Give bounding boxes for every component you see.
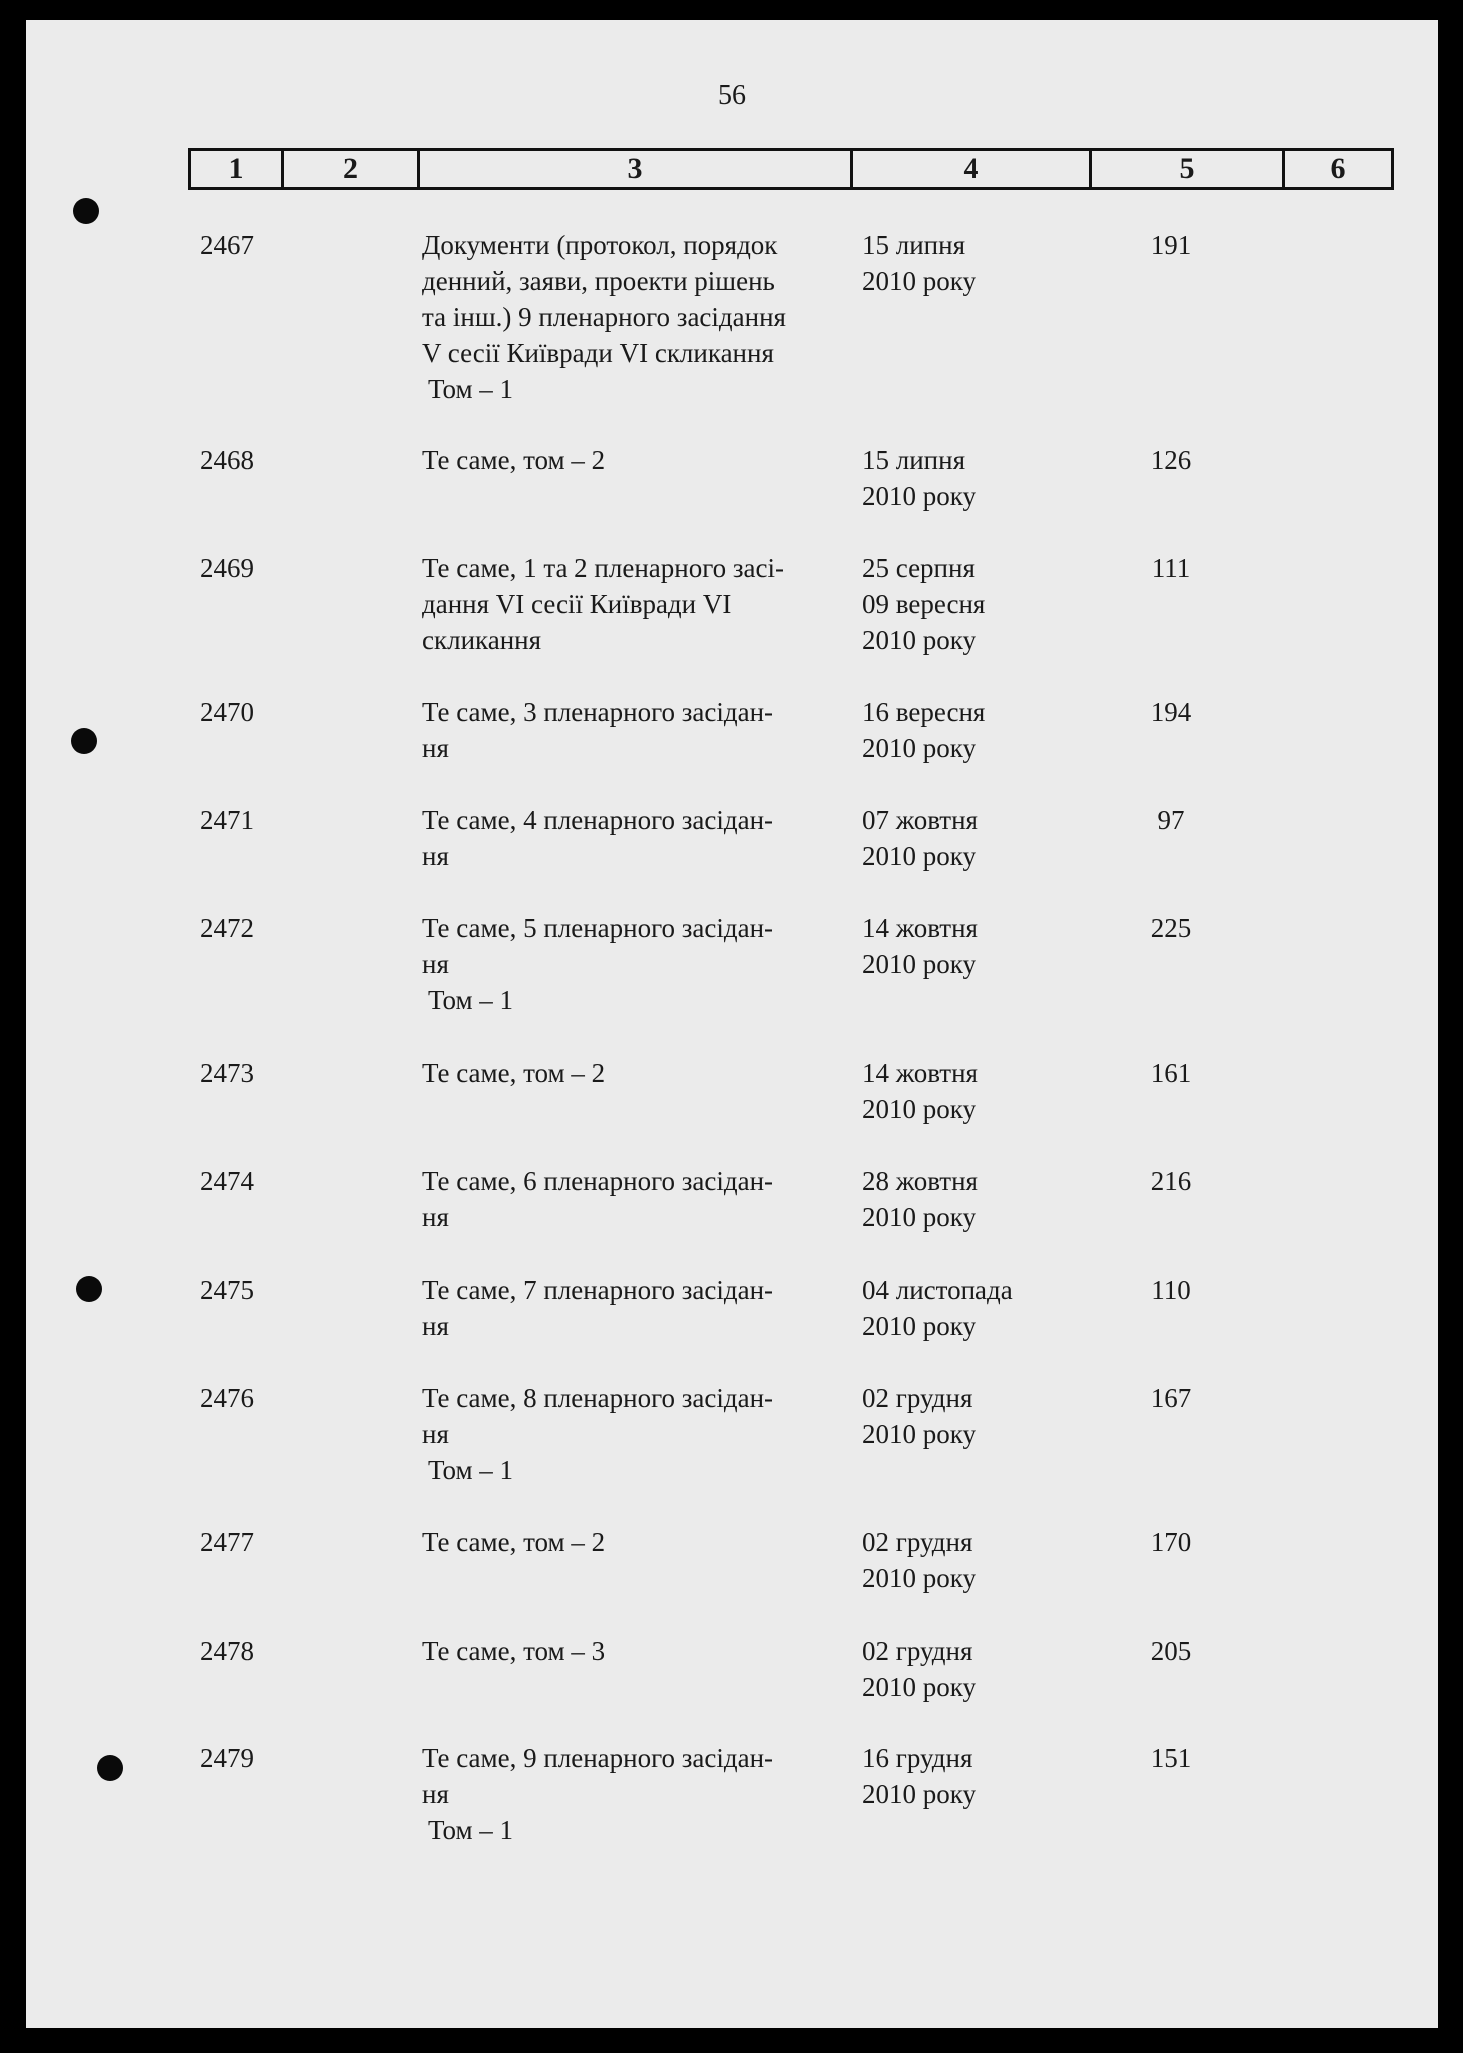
column-header-table [188,148,1394,190]
description-line: Том – 1 [428,1815,514,1845]
date-line: 2010 року [862,733,976,763]
punch-hole-2 [71,728,97,754]
item-date [862,1633,1102,1705]
column-header-1: 1 [190,150,283,189]
description-line: ня [422,1419,449,1449]
item-description [422,1163,882,1235]
item-description [422,550,882,658]
description-line: Те саме, 1 та 2 пленарного засі- [422,553,784,583]
description-line: ня [422,1311,449,1341]
date-line: 14 жовтня [862,1058,978,1088]
punch-hole-3 [76,1276,102,1302]
date-line: 14 жовтня [862,913,978,943]
document-page [26,20,1438,2028]
description-line: Те саме, 6 пленарного засідан- [422,1166,774,1196]
item-description [422,1633,882,1669]
item-page-count: 110 [1151,1275,1191,1305]
description-line: ня [422,949,449,979]
description-line: Те саме, 4 пленарного засідан- [422,805,774,835]
item-number: 2467 [200,230,254,260]
date-line: 04 листопада [862,1275,1013,1305]
item-date [862,802,1102,874]
description-line: Том – 1 [428,1455,514,1485]
item-date [862,550,1102,658]
item-description [422,1055,882,1091]
item-number: 2472 [200,913,254,943]
item-number: 2475 [200,1275,254,1305]
column-header-4: 4 [852,150,1091,189]
item-page-count: 126 [1150,445,1192,475]
date-line: 16 грудня [862,1743,973,1773]
column-header-6: 6 [1284,150,1393,189]
date-line: 2010 року [862,481,976,511]
description-line: Те саме, том – 2 [422,1527,606,1557]
date-line: 2010 року [862,1094,976,1124]
date-line: 2010 року [862,1563,976,1593]
item-number: 2473 [200,1058,254,1088]
item-description [422,442,882,478]
date-line: 2010 року [862,1779,976,1809]
date-line: 2010 року [862,1419,976,1449]
page-number: 56 [718,80,746,111]
description-line: та інш.) 9 пленарного засідання [422,302,786,332]
description-line: Документи (протокол, порядок [422,230,778,260]
date-line: 25 серпня [862,553,975,583]
item-number: 2468 [200,445,254,475]
item-description [422,227,882,407]
date-line: 2010 року [862,1672,976,1702]
date-line: 15 липня [862,445,965,475]
date-line: 02 грудня [862,1527,973,1557]
description-line: Том – 1 [428,985,514,1015]
date-line: 02 грудня [862,1383,973,1413]
date-line: 16 вересня [862,697,986,727]
date-line: 2010 року [862,625,976,655]
item-number: 2478 [200,1636,254,1666]
description-line: Те саме, 9 пленарного засідан- [422,1743,774,1773]
item-number: 2474 [200,1166,254,1196]
item-number: 2476 [200,1383,254,1413]
item-date [862,1740,1102,1812]
item-date [862,1055,1102,1127]
item-date [862,227,1102,299]
item-page-count: 111 [1151,553,1191,583]
item-date [862,1163,1102,1235]
description-line: Те саме, 3 пленарного засідан- [422,697,774,727]
date-line: 15 липня [862,230,965,260]
item-number: 2477 [200,1527,254,1557]
item-page-count: 151 [1150,1743,1192,1773]
item-date [862,910,1102,982]
description-line: Те саме, том – 2 [422,1058,606,1088]
description-line: Те саме, том – 3 [422,1636,606,1666]
punch-hole-1 [73,198,99,224]
date-line: 2010 року [862,949,976,979]
column-header-3: 3 [419,150,852,189]
description-line: V сесії Київради VI скликання [422,338,774,368]
description-line: Те саме, 5 пленарного засідан- [422,913,774,943]
item-page-count: 191 [1150,230,1192,260]
item-date [862,1272,1102,1344]
item-page-count: 205 [1150,1636,1192,1666]
date-line: 2010 року [862,266,976,296]
description-line: Те саме, том – 2 [422,445,606,475]
date-line: 2010 року [862,841,976,871]
item-page-count: 216 [1150,1166,1192,1196]
column-header-5: 5 [1091,150,1284,189]
description-line: ня [422,1202,449,1232]
date-line: 2010 року [862,1311,976,1341]
item-page-count: 167 [1150,1383,1192,1413]
date-line: 2010 року [862,1202,976,1232]
description-line: ня [422,841,449,871]
item-date [862,694,1102,766]
date-line: 09 вересня [862,589,986,619]
date-line: 28 жовтня [862,1166,978,1196]
description-line: Том – 1 [428,374,514,404]
column-header-2: 2 [283,150,419,189]
item-description [422,1740,882,1848]
item-description [422,1272,882,1344]
item-page-count: 225 [1150,913,1192,943]
description-line: Те саме, 8 пленарного засідан- [422,1383,774,1413]
item-description [422,694,882,766]
item-page-count: 194 [1150,697,1192,727]
date-line: 07 жовтня [862,805,978,835]
punch-hole-4 [97,1755,123,1781]
item-description [422,910,882,1018]
item-description [422,802,882,874]
item-description [422,1380,882,1488]
item-date [862,442,1102,514]
item-page-count: 97 [1157,805,1185,835]
description-line: дання VI сесії Київради VI [422,589,732,619]
item-number: 2469 [200,553,254,583]
item-page-count: 170 [1150,1527,1192,1557]
item-description [422,1524,882,1560]
item-date [862,1380,1102,1452]
item-page-count: 161 [1150,1058,1192,1088]
description-line: ня [422,1779,449,1809]
item-date [862,1524,1102,1596]
description-line: скликання [422,625,542,655]
description-line: денний, заяви, проекти рішень [422,266,775,296]
item-number: 2479 [200,1743,254,1773]
date-line: 02 грудня [862,1636,973,1666]
description-line: Те саме, 7 пленарного засідан- [422,1275,774,1305]
item-number: 2470 [200,697,254,727]
item-number: 2471 [200,805,254,835]
description-line: ня [422,733,449,763]
